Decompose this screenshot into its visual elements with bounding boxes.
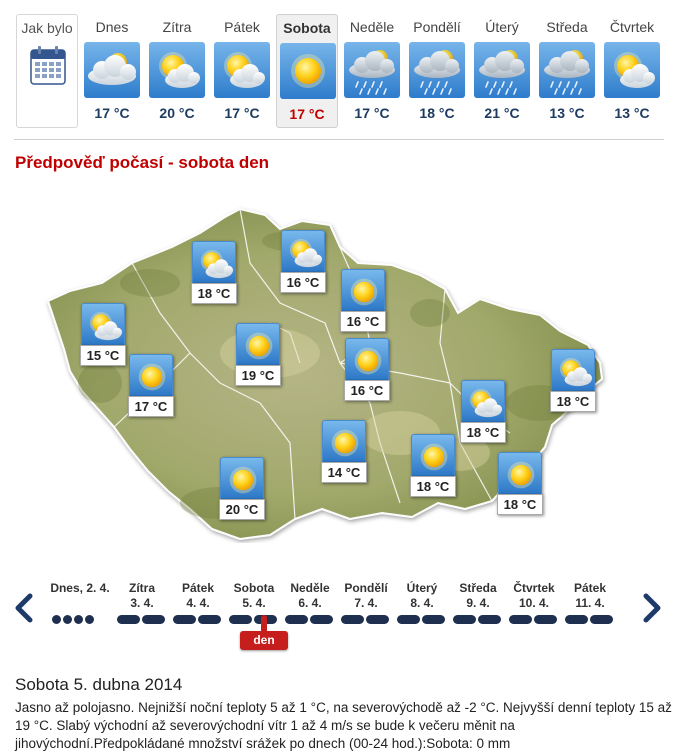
day-label: Úterý [485, 19, 519, 35]
timeline-segment[interactable] [422, 615, 445, 624]
sunny-icon [130, 355, 173, 398]
partly-cloudy-icon [282, 231, 325, 274]
timeline-segment[interactable] [397, 615, 420, 624]
map-marker[interactable] [220, 457, 266, 523]
day-label: Středa [546, 19, 588, 35]
partly-cloudy-icon [604, 42, 660, 98]
timeline-day-name: Pátek [573, 581, 607, 595]
day-tile-zitra[interactable] [146, 14, 208, 128]
day-part-selector[interactable]: den [240, 631, 288, 650]
day-label: Sobota [283, 20, 331, 36]
timeline-day-date: 3. 4. [130, 596, 154, 610]
timeline-day[interactable] [281, 581, 339, 611]
timeline-day-name: Pondělí [344, 581, 388, 595]
marker-temp: 19 °C [235, 365, 281, 386]
sunny-icon [221, 458, 264, 501]
day-temp: 17 °C [224, 105, 260, 121]
timeline-day[interactable] [337, 581, 395, 611]
partly-cloudy-icon [214, 42, 270, 98]
day-temp: 17 °C [289, 106, 325, 122]
chevron-right-icon[interactable] [640, 593, 664, 623]
timeline-day[interactable] [113, 581, 171, 611]
timeline-day[interactable] [393, 581, 451, 611]
map-marker[interactable] [281, 230, 327, 296]
timeline-day-date: 9. 4. [466, 596, 490, 610]
timeline-day-date: 7. 4. [354, 596, 378, 610]
marker-temp: 18 °C [460, 422, 506, 443]
sunny-icon [346, 339, 389, 382]
timeline-day-name: Úterý [406, 581, 438, 595]
day-label: Pátek [224, 19, 260, 35]
forecast-description: Jasno až polojasno. Nejnižší noční teploty 5 až 1 °C, na severovýchodě až -2 °C. Nejvyšší denní teploty 15 až 19 °C. Slabý východní až severovýchodní vítr 1 až 4 m/s se bude k večeru měnit na jihovýchodní.Předpokládané množství srážek po dnech (00-24 hod.):Sobota: 0 mm [15, 700, 672, 751]
timeline-segment-selected[interactable] [229, 615, 252, 624]
day-temp: 17 °C [354, 105, 390, 121]
day-label: Čtvrtek [609, 19, 655, 35]
timeline-segment[interactable] [198, 615, 221, 624]
day-tile-pondeli[interactable] [406, 14, 468, 128]
sunny-icon [323, 421, 366, 464]
marker-temp: 16 °C [340, 311, 386, 332]
timeline-day-date: 11. 4. [575, 596, 605, 610]
day-temp: 20 °C [159, 105, 195, 121]
calendar-icon [30, 45, 66, 85]
marker-temp: 18 °C [191, 283, 237, 304]
timeline-day-name: Sobota [233, 581, 275, 595]
marker-temp: 16 °C [280, 272, 326, 293]
day-temp: 17 °C [94, 105, 130, 121]
day-label: Dnes [95, 19, 129, 35]
timeline-segment[interactable] [509, 615, 532, 624]
partly-cloudy-icon [462, 381, 505, 424]
cloudy-icon [84, 42, 140, 98]
day-label: Zítra [162, 19, 192, 35]
sunny-icon [280, 43, 336, 99]
timeline-day[interactable] [561, 581, 619, 611]
rain-icon [539, 42, 595, 98]
day-tile-streda[interactable] [536, 14, 598, 128]
timeline-segment[interactable] [63, 615, 72, 624]
timeline-day-date: 8. 4. [410, 596, 434, 610]
day-tile-ctvrtek[interactable] [601, 14, 663, 128]
day-strip [14, 14, 664, 128]
map-marker[interactable] [322, 420, 368, 486]
day-tile-patek[interactable] [211, 14, 273, 128]
map-marker[interactable] [345, 338, 391, 404]
forecast-date-title: Sobota 5. dubna 2014 [15, 675, 183, 694]
marker-temp: 18 °C [550, 391, 596, 412]
partly-cloudy-icon [552, 350, 595, 393]
marker-temp: 17 °C [128, 396, 174, 417]
timeline-day[interactable] [449, 581, 507, 611]
timeline-segment[interactable] [117, 615, 140, 624]
sunny-icon [499, 453, 542, 496]
marker-temp: 20 °C [219, 499, 265, 520]
day-label: Pondělí [413, 19, 461, 35]
timeline-segment[interactable] [478, 615, 501, 624]
day-tile-dnes[interactable] [81, 14, 143, 128]
timeline-day-name: Čtvrtek [513, 581, 555, 595]
map-marker[interactable] [461, 380, 507, 446]
timeline-day[interactable] [49, 581, 111, 596]
timeline-day[interactable] [505, 581, 563, 611]
timeline-day-name: Středa [459, 581, 497, 595]
map-marker[interactable] [236, 323, 282, 389]
timeline-segment[interactable] [534, 615, 557, 624]
timeline-segment[interactable] [173, 615, 196, 624]
timeline-day-name: Pátek [181, 581, 215, 595]
timeline-day-name: Zítra [128, 581, 155, 595]
timeline-segment[interactable] [453, 615, 476, 624]
marker-temp: 18 °C [410, 476, 456, 497]
sunny-icon [237, 324, 280, 367]
day-timeline [0, 575, 692, 655]
day-temp: 13 °C [549, 105, 585, 121]
marker-temp: 16 °C [344, 380, 390, 401]
map-marker[interactable] [341, 269, 387, 335]
page-title: Předpověď počasí - sobota den [15, 153, 270, 172]
day-temp: 18 °C [419, 105, 455, 121]
partly-cloudy-icon [82, 304, 125, 347]
chevron-left-icon[interactable] [12, 593, 36, 623]
map-marker[interactable] [192, 241, 238, 307]
timeline-segment[interactable] [565, 615, 588, 624]
timeline-day-date: 10. 4. [518, 596, 550, 610]
divider [14, 139, 664, 140]
timeline-day-date: 6. 4. [298, 596, 322, 610]
marker-temp: 15 °C [80, 345, 126, 366]
timeline-day-date: 4. 4. [186, 596, 210, 610]
timeline-segment[interactable] [310, 615, 333, 624]
timeline-day-name: Dnes, 2. 4. [50, 581, 110, 595]
marker-temp: 18 °C [497, 494, 543, 515]
timeline-segment[interactable] [285, 615, 308, 624]
partly-cloudy-icon [193, 242, 236, 285]
timeline-segment[interactable] [52, 615, 61, 624]
rain-icon [474, 42, 530, 98]
day-tile-sobota[interactable] [276, 14, 338, 128]
timeline-day-date: 5. 4. [242, 596, 266, 610]
day-temp: 21 °C [484, 105, 520, 121]
weather-map [40, 203, 650, 543]
marker-temp: 14 °C [321, 462, 367, 483]
sunny-icon [342, 270, 385, 313]
timeline-day-selected[interactable] [225, 581, 283, 611]
map-marker[interactable] [551, 349, 597, 415]
timeline-day-name: Neděle [290, 581, 330, 595]
timeline-segment[interactable] [74, 615, 83, 624]
timeline-segment[interactable] [341, 615, 364, 624]
timeline-day[interactable] [169, 581, 227, 611]
rain-icon [344, 42, 400, 98]
day-tile-nedele[interactable] [341, 14, 403, 128]
day-label: Jak bylo [21, 20, 73, 36]
day-label: Neděle [349, 19, 395, 35]
partly-cloudy-icon [149, 42, 205, 98]
map-marker[interactable] [411, 434, 457, 500]
timeline-segment[interactable] [590, 615, 613, 624]
map-marker[interactable] [498, 452, 544, 518]
day-temp: 13 °C [614, 105, 650, 121]
timeline-segment[interactable] [85, 615, 94, 624]
day-tile-utery[interactable] [471, 14, 533, 128]
timeline-segment[interactable] [366, 615, 389, 624]
rain-icon [409, 42, 465, 98]
map-marker[interactable] [129, 354, 175, 420]
day-history[interactable] [16, 14, 78, 128]
timeline-segment[interactable] [142, 615, 165, 624]
map-marker[interactable] [81, 303, 127, 369]
sunny-icon [412, 435, 455, 478]
